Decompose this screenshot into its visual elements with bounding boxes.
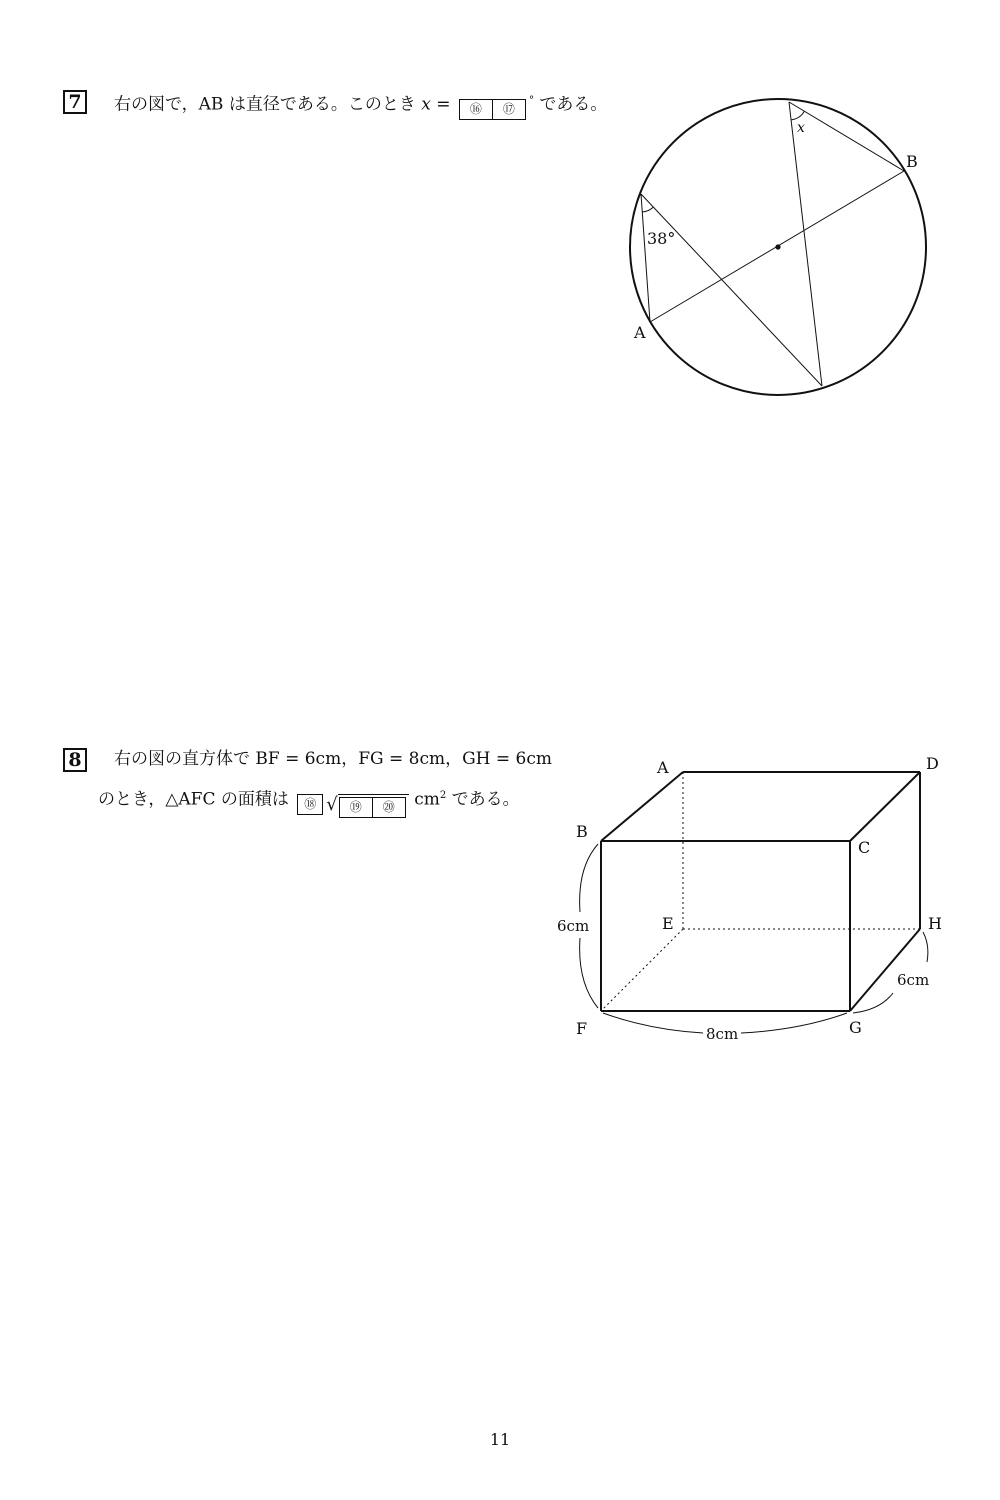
radical-sign: √	[326, 793, 338, 815]
area-unit: cm	[408, 789, 440, 810]
answer-cell-19: ⑲	[349, 799, 362, 814]
vertex-e: E	[662, 914, 674, 933]
answer-cell-18: ⑱	[304, 796, 317, 811]
dimension-gh-label: 6cm	[897, 971, 930, 989]
equals-sign: =	[430, 94, 456, 115]
answer-cell-20: ⑳	[372, 798, 405, 817]
problem-7-number: 7	[63, 90, 87, 114]
vertex-h: H	[928, 914, 942, 933]
dimension-bf-label: 6cm	[557, 917, 590, 935]
label-x: x	[797, 120, 805, 136]
vertex-a: A	[657, 758, 669, 777]
problem-8-text-after: である。	[446, 789, 520, 810]
degree-symbol: °	[528, 95, 534, 106]
edge-ab	[601, 772, 683, 841]
vertex-g: G	[849, 1018, 862, 1037]
problem-7-text-after: である。	[533, 94, 608, 115]
edge-dc	[850, 772, 920, 841]
problem-8-line-1: 右の図の直方体で BF = 6cm，FG = 8cm，GH = 6cm	[114, 749, 552, 769]
edge-gh	[850, 929, 920, 1011]
dimension-fg-label: 8cm	[706, 1025, 739, 1043]
page-number: 11	[489, 1430, 511, 1449]
edge-ef-hidden	[601, 929, 683, 1011]
label-a: A	[634, 323, 646, 342]
vertex-b: B	[576, 822, 588, 841]
variable-x: x	[421, 94, 431, 115]
vertex-f: F	[576, 1019, 588, 1038]
label-angle-38: 38°	[647, 229, 676, 248]
problem-7-text-before: 右の図で，AB は直径である。このとき	[114, 94, 422, 115]
answer-cell-17: ⑰	[492, 100, 525, 119]
problem-8-text-before: のとき，△AFC の面積は	[98, 789, 295, 810]
problem-8-number: 8	[63, 748, 87, 772]
vertex-d: D	[926, 754, 939, 773]
answer-cell-16: ⑯	[469, 101, 482, 116]
vertex-c: C	[858, 838, 871, 857]
area-unit-exponent: 2	[439, 790, 447, 801]
label-b: B	[906, 152, 918, 171]
